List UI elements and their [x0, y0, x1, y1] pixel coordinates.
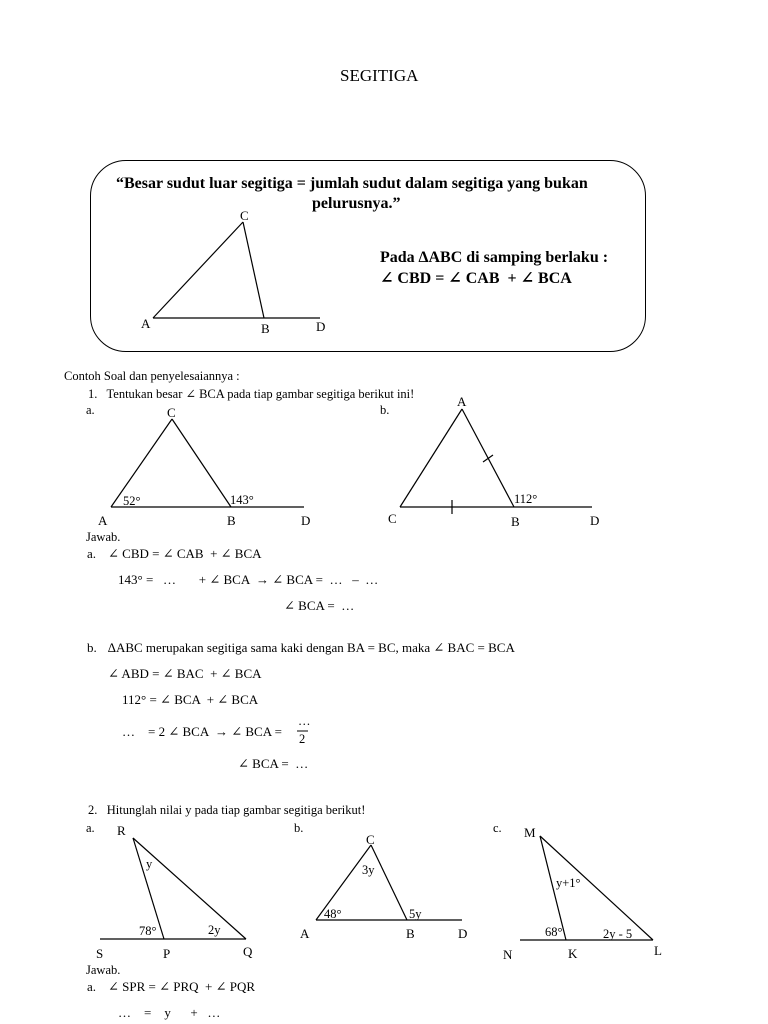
q1-sol-b-label: b. [87, 640, 97, 655]
q1-jawab: Jawab. [86, 530, 121, 544]
rule-statement-1: Pada ∆ABC di samping berlaku : [380, 249, 609, 266]
q1-sol-b-line-1: ∆ABC merupakan segitiga sama kaki dengan BA = BC, maka ∠ BAC = BCA [108, 640, 515, 655]
q1a-vertex-b: B [227, 513, 236, 528]
q1-sol-a-line-3: ∠ BCA = … [284, 598, 355, 613]
q2b-angle-3y: 3y [362, 863, 375, 877]
q1a-label: a. [86, 403, 95, 417]
q1b-angle-b: 112° [514, 492, 538, 506]
rule-statement-2: ∠ CBD = ∠ CAB + ∠ BCA [380, 270, 572, 287]
examples-heading: Contoh Soal dan penyelesaiannya : [64, 369, 240, 383]
q1a-angle-b: 143° [230, 493, 254, 507]
q2-sol-a-label: a. [87, 979, 97, 994]
q2a-triangle [100, 838, 246, 939]
q1b-vertex-a: A [457, 394, 467, 409]
tick-mark-ba [483, 455, 493, 462]
q2a-vertex-q: Q [243, 944, 253, 959]
q1-sol-a-line-2: 143° = … + ∠ BCA → ∠ BCA = … – … [118, 572, 379, 587]
q1a-vertex-d: D [301, 513, 311, 528]
q2b-vertex-c: C [366, 832, 375, 847]
q1b-vertex-d: D [590, 513, 600, 528]
q2a-vertex-s: S [96, 946, 104, 961]
q1a-vertex-c: C [167, 405, 176, 420]
q2a-label: a. [86, 821, 95, 835]
q1a-vertex-a: A [98, 513, 108, 528]
rule-vertex-a: A [141, 316, 151, 331]
fraction-denominator: 2 [299, 732, 306, 746]
q2-jawab: Jawab. [86, 963, 121, 977]
q2a-angle-2y: 2y [208, 923, 221, 937]
q2c-angle-2y5: 2y - 5 [603, 927, 633, 941]
q1a-angle-a: 52° [123, 494, 141, 508]
q2c-angle-y1: y+1° [556, 876, 581, 890]
q2c-vertex-k: K [568, 946, 578, 961]
q1-sol-b-line-4: … = 2 ∠ BCA → ∠ BCA = [122, 724, 282, 739]
q2c-angle-68: 68° [545, 925, 563, 939]
q2a-vertex-r: R [117, 823, 126, 838]
q2b-label: b. [294, 821, 304, 835]
q1b-label: b. [380, 403, 390, 417]
rule-vertex-d: D [316, 319, 326, 334]
q1-sol-b-line-3: 112° = ∠ BCA + ∠ BCA [122, 692, 259, 707]
q1b-vertex-c: C [388, 511, 397, 526]
q1b-triangle [400, 409, 592, 514]
question-2: 2. Hitunglah nilai y pada tiap gambar segitiga berikut! [88, 803, 366, 817]
rule-vertex-c: C [240, 208, 249, 223]
q2c-triangle [520, 836, 653, 940]
q2b-vertex-a: A [300, 926, 310, 941]
q1b-vertex-b: B [511, 514, 520, 529]
q2b-vertex-b: B [406, 926, 415, 941]
q2c-vertex-m: M [524, 825, 536, 840]
question-1: 1. Tentukan besar ∠ BCA pada tiap gambar segitiga berikut ini! [88, 387, 415, 401]
fraction-numerator: … [298, 714, 311, 728]
q2a-vertex-p: P [163, 946, 171, 961]
rule-vertex-b: B [261, 321, 270, 336]
page-title: SEGITIGA [340, 66, 419, 85]
q2c-vertex-n: N [503, 947, 513, 962]
q1-sol-b-line-5: ∠ BCA = … [238, 756, 309, 771]
rule-triangle [153, 222, 320, 318]
q2b-angle-5y: 5y [409, 907, 422, 921]
q2b-angle-48: 48° [324, 907, 342, 921]
q2b-vertex-d: D [458, 926, 468, 941]
q2a-angle-78: 78° [139, 924, 157, 938]
q1-sol-a-line-1: ∠ CBD = ∠ CAB + ∠ BCA [108, 546, 262, 561]
q1-sol-b-line-2: ∠ ABD = ∠ BAC + ∠ BCA [108, 666, 262, 681]
rule-line-1: “Besar sudut luar segitiga = jumlah sudut dalam segitiga yang bukan [116, 175, 588, 192]
q2c-vertex-l: L [654, 943, 662, 958]
rule-line-2: pelurusnya.” [312, 195, 401, 212]
q2a-angle-y: y [146, 857, 153, 871]
q2c-label: c. [493, 821, 502, 835]
q1-sol-a-label: a. [87, 546, 97, 561]
q2-sol-a-line-1: ∠ SPR = ∠ PRQ + ∠ PQR [108, 979, 256, 994]
q2-sol-a-line-2: … = y + … [118, 1005, 221, 1020]
